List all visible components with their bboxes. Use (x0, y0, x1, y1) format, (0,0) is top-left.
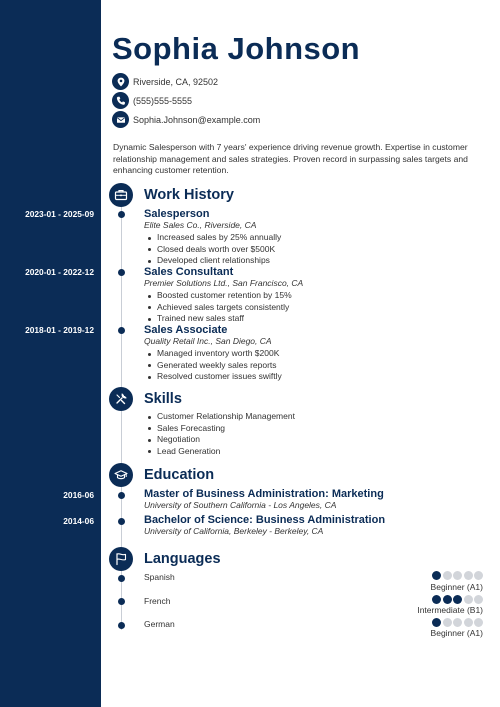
job-2-dates: 2020-01 - 2022-12 (25, 267, 94, 277)
candidate-name: Sophia Johnson (112, 31, 361, 66)
graduation-cap-icon (109, 463, 133, 487)
rating-dot (432, 571, 441, 580)
rating-dot (432, 618, 441, 627)
language-rating (431, 571, 484, 580)
contact-phone (112, 92, 192, 109)
job-bullet: Closed deals worth over $500K (144, 244, 281, 256)
language-level: Beginner (A1) (430, 582, 483, 592)
rating-dot (474, 618, 483, 627)
language-rating (431, 618, 484, 627)
timeline-dot (118, 211, 125, 218)
job-bullet: Resolved customer issues swiftly (144, 371, 282, 383)
rating-dot (474, 595, 483, 604)
timeline-dot (118, 327, 125, 334)
timeline-dot (118, 518, 125, 525)
job-entry-1 (144, 208, 281, 267)
work-history-heading: Work History (144, 187, 234, 203)
rating-dot (443, 595, 452, 604)
degree-title: Bachelor of Science: Business Administration (144, 514, 386, 526)
rating-dot (474, 571, 483, 580)
language-level: Beginner (A1) (430, 628, 483, 638)
rating-dot (453, 618, 462, 627)
job-1-dates: 2023-01 - 2025-09 (25, 209, 94, 219)
job-bullet: Increased sales by 25% annually (144, 232, 281, 244)
professional-summary: Dynamic Salesperson with 7 years' experience driving revenue growth. Expertise in customer relationship management and sales strategies. Proven record in surpassing sales targets and enhancing customer retention. (113, 142, 468, 175)
job-company: Quality Retail Inc., San Diego, CA (144, 336, 272, 346)
languages-heading: Languages (144, 551, 221, 567)
school-name: University of California, Berkeley - Berkeley, CA (144, 526, 324, 536)
language-name: Spanish (144, 572, 175, 582)
language-level: Intermediate (B1) (417, 605, 483, 615)
job-bullet: Developed client relationships (144, 255, 281, 267)
skill-item: Negotiation (144, 434, 295, 446)
job-bullet: Boosted customer retention by 15% (144, 290, 303, 302)
skills-list (144, 411, 295, 457)
timeline-dot (118, 598, 125, 605)
job-title: Sales Consultant (144, 266, 234, 278)
job-bullet: Achieved sales targets consistently (144, 302, 303, 314)
education-2-date: 2014-06 (63, 516, 94, 526)
rating-dot (443, 618, 452, 627)
timeline-dot (118, 269, 125, 276)
contact-address (112, 73, 218, 90)
job-title: Salesperson (144, 208, 210, 220)
job-company: Premier Solutions Ltd., San Francisco, CA (144, 278, 304, 288)
job-title: Sales Associate (144, 324, 228, 336)
rating-dot (464, 571, 473, 580)
degree-title: Master of Business Administration: Marketing (144, 488, 384, 500)
school-name: University of Southern California - Los Angeles, CA (144, 500, 337, 510)
rating-dot (453, 595, 462, 604)
rating-dot (453, 571, 462, 580)
rating-dot (443, 571, 452, 580)
phone-icon (112, 92, 129, 109)
language-name: French (144, 596, 171, 606)
job-entry-3 (144, 324, 282, 383)
tools-icon (109, 387, 133, 411)
map-pin-icon (112, 73, 129, 90)
timeline-dot (118, 622, 125, 629)
job-bullet: Trained new sales staff (144, 313, 303, 325)
education-entry-2 (144, 514, 385, 537)
timeline-dot (118, 575, 125, 582)
education-entry-1 (144, 488, 384, 511)
language-name: German (144, 619, 175, 629)
rating-dot (464, 595, 473, 604)
contact-email[interactable] (112, 111, 260, 128)
skills-heading: Skills (144, 391, 182, 407)
education-1-date: 2016-06 (63, 490, 94, 500)
job-bullet: Managed inventory worth $200K (144, 348, 282, 360)
flag-icon (109, 547, 133, 571)
briefcase-icon (109, 183, 133, 207)
envelope-icon (112, 111, 129, 128)
rating-dot (432, 595, 441, 604)
job-entry-2 (144, 266, 303, 325)
job-3-dates: 2018-01 - 2019-12 (25, 325, 94, 335)
education-heading: Education (144, 467, 215, 483)
address-text: Riverside, CA, 92502 (133, 76, 219, 87)
rating-dot (464, 618, 473, 627)
skill-item: Customer Relationship Management (144, 411, 295, 423)
phone-text: (555)555-5555 (133, 95, 193, 106)
skill-item: Sales Forecasting (144, 423, 295, 435)
job-bullet: Generated weekly sales reports (144, 360, 282, 372)
timeline-dot (118, 492, 125, 499)
language-rating (431, 595, 484, 604)
job-company: Elite Sales Co., Riverside, CA (144, 220, 257, 230)
email-text[interactable]: Sophia.Johnson@example.com (133, 114, 261, 125)
skill-item: Lead Generation (144, 446, 295, 458)
